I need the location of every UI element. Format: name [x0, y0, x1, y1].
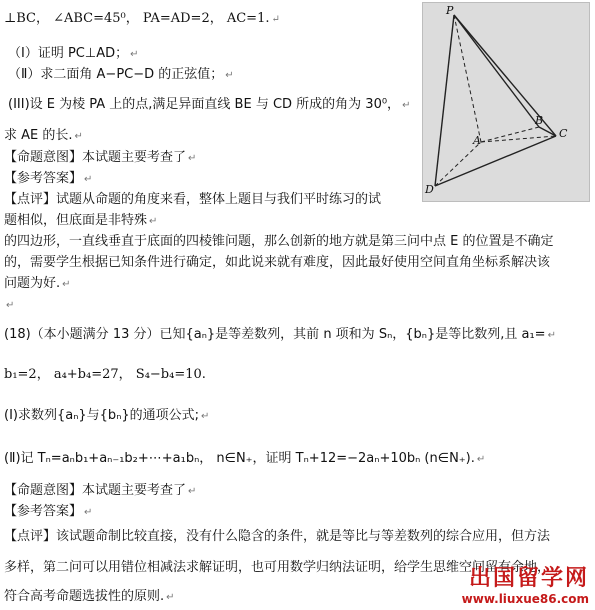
p18-part2: (Ⅱ)记 Tₙ=aₙb₁+aₙ₋₁b₂+⋯+a₁bₙ， n∈N₊，证明 Tₙ+12=−2aₙ+10bₙ (n∈N₊). ↵	[4, 451, 486, 466]
watermark-name: 出国留学网	[468, 566, 589, 591]
p18-stem-cont: b₁=2， a₄+b₄=27， S₄−b₄=10.	[4, 367, 206, 382]
p17-part2: （Ⅱ）求二面角 A−PC−D 的正弦值； ↵	[8, 67, 234, 82]
pyramid-figure	[422, 2, 590, 202]
p17-comment-cont2: 的四边形，一直线垂直于底面的四棱锥问题，那么创新的地方就是第三问中点 E 的位置是不确定	[4, 234, 554, 249]
p18-comment: 【点评】该试题命制比较直接，没有什么隐含的条件，就是等比与等差数列的综合应用，但方法	[4, 529, 551, 544]
p17-conditions: ⊥BC， ∠ABC=45⁰， PA=AD=2， AC=1. ↵	[4, 11, 280, 26]
p18-answer: 【参考答案】 ↵	[4, 504, 93, 519]
p18-part1: (Ⅰ)求数列{aₙ}与{bₙ}的通项公式; ↵	[4, 408, 210, 423]
watermark-url: www.liuxue86.com	[461, 592, 589, 606]
p17-part3-cont: 求 AE 的长. ↵	[4, 128, 83, 143]
site-watermark	[462, 561, 589, 606]
p18-comment-cont2: 符合高考命题选拔性的原则. ↵	[4, 589, 175, 604]
p17-comment-cont4: 问题为好. ↵	[4, 276, 71, 291]
label-c: C	[559, 127, 568, 140]
label-b: B	[535, 114, 544, 127]
p17-answer: 【参考答案】 ↵	[4, 171, 93, 186]
p17-part3: (III)设 E 为棱 PA 上的点,满足异面直线 BE 与 CD 所成的角为 30⁰， ↵	[8, 97, 411, 112]
p17-part1: （Ⅰ）证明 PC⊥AD； ↵	[8, 46, 139, 61]
p17-comment-cont1: 题相似，但底面是非特殊 ↵	[4, 213, 158, 228]
label-d: D	[425, 183, 434, 196]
pyramid-diagram	[423, 3, 589, 201]
p18-comment-cont1: 多样，第二问可以用错位相减法求解证明，也可用数学归纳法证明，给学生思维空间留有余地，	[4, 560, 551, 575]
p17-comment: 【点评】试题从命题的角度来看，整体上题目与我们平时练习的试	[4, 192, 382, 207]
label-p: P	[446, 4, 454, 17]
p18-stem: (18)（本小题满分 13 分）已知{aₙ}是等差数列，其前 n 项和为 Sₙ，{bₙ}是等比数列,且 a₁= ↵	[4, 327, 556, 342]
label-a: A	[473, 134, 481, 147]
blank-line: ↵	[6, 300, 15, 311]
p17-intent: 【命题意图】本试题主要考查了 ↵	[4, 150, 197, 165]
p17-comment-cont3: 的，需要学生根据已知条件进行确定，如此说来就有难度，因此最好使用空间直角坐标系解决该	[4, 255, 551, 270]
p18-intent: 【命题意图】本试题主要考查了 ↵	[4, 483, 197, 498]
